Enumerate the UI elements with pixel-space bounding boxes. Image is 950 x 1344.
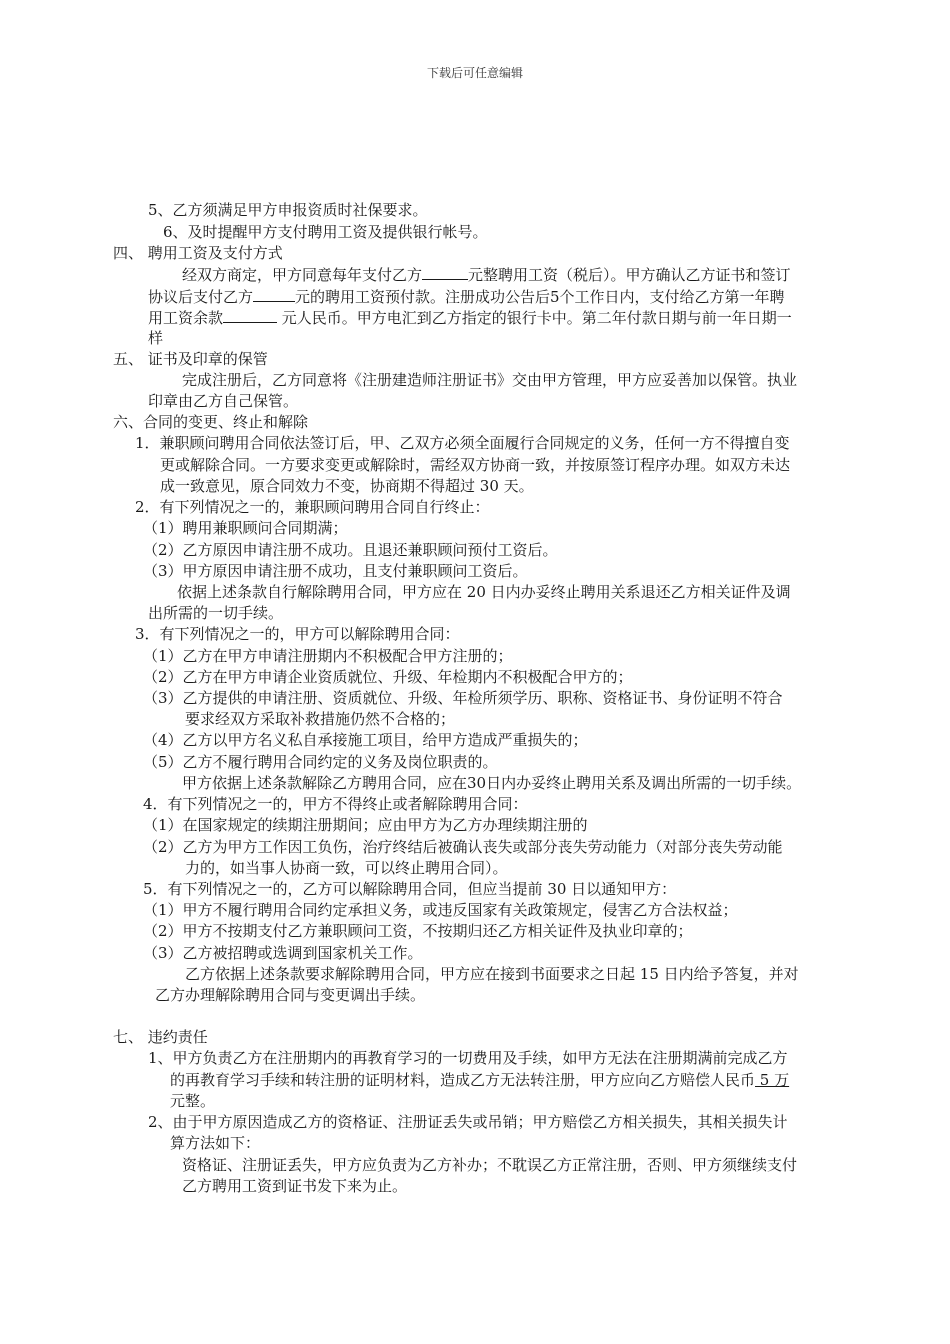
text-line — [182, 264, 791, 285]
section-heading: 六、合同的变更、终止和解除 — [113, 413, 309, 431]
text-line: 印章由乙方自己保管。 — [148, 392, 299, 410]
text-segment: 元整聘用工资（税后）。甲方确认乙方证书和签订 — [468, 266, 791, 284]
list-item: （3）乙方提供的申请注册、资质就位、升级、年检所须学历、职称、资格证书、身份证明不符合 — [143, 689, 783, 707]
text-line: 完成注册后，乙方同意将《注册建造师注册证书》交由甲方管理，甲方应妥善加以保管。执业 — [182, 371, 798, 389]
text-line: 元整。 — [170, 1092, 216, 1110]
section-heading: 七、 违约责任 — [113, 1028, 208, 1046]
list-item: （2）乙方原因申请注册不成功。且退还兼职顾问预付工资后。 — [143, 541, 558, 559]
list-item: （1）在国家规定的续期注册期间；应由甲方为乙方办理续期注册的 — [143, 816, 588, 834]
text-line: 6、及时提醒甲方支付聘用工资及提供银行帐号。 — [163, 223, 488, 241]
text-line — [148, 307, 792, 328]
text-line: 要求经双方采取补救措施仍然不合格的； — [185, 710, 456, 728]
text-segment: 元人民币。甲方电汇到乙方指定的银行卡中。第二年付款日期与前一年日期一 — [277, 309, 792, 327]
text-segment: 协议后支付乙方 — [148, 288, 254, 306]
list-item: （3）乙方被招聘或选调到国家机关工作。 — [143, 944, 423, 962]
text-segment: 经双方商定，甲方同意每年支付乙方 — [182, 266, 423, 284]
text-segment: 用工资余款 — [148, 309, 224, 327]
text-line: 乙方依据上述条款要求解除聘用合同，甲方应在接到书面要求之日起 15 日内给予答复，并对 — [185, 965, 799, 983]
text-line: 成一致意见，原合同效力不变，协商期不得超过 30 天。 — [160, 477, 534, 495]
list-item: （1）聘用兼职顾问合同期满； — [143, 519, 348, 537]
list-item: （5）乙方不履行聘用合同约定的义务及岗位职责的。 — [143, 753, 498, 771]
text-line: 乙方聘用工资到证书发下来为止。 — [182, 1177, 408, 1195]
blank-field — [422, 264, 468, 280]
text-line: 依据上述条款自行解除聘用合同，甲方应在 20 日内办妥终止聘用关系退还乙方相关证件及调 — [177, 583, 791, 601]
page-header: 下载后可任意编辑 — [426, 66, 523, 80]
blank-field — [223, 307, 277, 323]
text-line: 更或解除合同。一方要求变更或解除时，需经双方协商一致，并按原签订程序办理。如双方未达 — [160, 456, 791, 474]
list-item: （2）乙方在甲方申请企业资质就位、升级、年检期内不积极配合甲方的； — [143, 668, 633, 686]
text-line: 出所需的一切手续。 — [148, 604, 284, 622]
section-heading: 四、 聘用工资及支付方式 — [113, 244, 283, 262]
list-item: （2）乙方为甲方工作因工负伤，治疗终结后被确认丧失或部分丧失劳动能力（对部分丧失劳动能 — [143, 838, 783, 856]
underlined-amount: 5 万 — [755, 1071, 790, 1089]
list-item: （3）甲方原因申请注册不成功，且支付兼职顾问工资后。 — [143, 562, 528, 580]
text-line: 2．有下列情况之一的，兼职顾问聘用合同自行终止： — [135, 498, 490, 516]
text-line: 5、乙方须满足甲方申报资质时社保要求。 — [148, 201, 428, 219]
text-line: 1．兼职顾问聘用合同依法签订后，甲、乙双方必须全面履行合同规定的义务，任何一方不得擅自变 — [135, 434, 790, 452]
text-line: 样 — [148, 329, 164, 347]
list-item: （1）甲方不履行聘用合同约定承担义务，或违反国家有关政策规定，侵害乙方合法权益； — [143, 901, 738, 919]
text-line: 3．有下列情况之一的，甲方可以解除聘用合同： — [135, 625, 460, 643]
text-line: 5．有下列情况之一的，乙方可以解除聘用合同，但应当提前 30 日以通知甲方： — [143, 880, 677, 898]
text-line: 1、甲方负责乙方在注册期内的再教育学习的一切费用及手续，如甲方无法在注册期满前完成乙方 — [148, 1049, 788, 1067]
section-heading: 五、 证书及印章的保管 — [113, 350, 268, 368]
text-line: 乙方办理解除聘用合同与变更调出手续。 — [155, 986, 426, 1004]
list-item: （4）乙方以甲方名义私自承接施工项目，给甲方造成严重损失的； — [143, 731, 588, 749]
text-segment: 的再教育学习手续和转注册的证明材料，造成乙方无法转注册，甲方应向乙方赔偿人民币 — [170, 1071, 756, 1089]
text-line — [148, 286, 785, 307]
text-line — [170, 1070, 789, 1090]
text-line: 2、由于甲方原因造成乙方的资格证、注册证丢失或吊销；甲方赔偿乙方相关损失，其相关损失计 — [148, 1113, 788, 1131]
list-item: （1）乙方在甲方申请注册期内不积极配合甲方注册的； — [143, 647, 513, 665]
text-line: 力的，如当事人协商一致，可以终止聘用合同）。 — [185, 859, 508, 877]
text-line: 算方法如下： — [170, 1134, 261, 1152]
text-line: 4．有下列情况之一的，甲方不得终止或者解除聘用合同： — [143, 795, 528, 813]
blank-field — [253, 286, 295, 302]
text-line: 资格证、注册证丢失，甲方应负责为乙方补办；不耽误乙方正常注册，否则、甲方须继续支付 — [182, 1156, 798, 1174]
list-item: （2）甲方不按期支付乙方兼职顾问工资，不按期归还乙方相关证件及执业印章的； — [143, 922, 693, 940]
text-line: 甲方依据上述条款解除乙方聘用合同，应在30日内办妥终止聘用关系及调出所需的一切手续。 — [182, 774, 802, 792]
text-segment: 元的聘用工资预付款。注册成功公告后5个工作日内，支付给乙方第一年聘 — [295, 288, 785, 306]
